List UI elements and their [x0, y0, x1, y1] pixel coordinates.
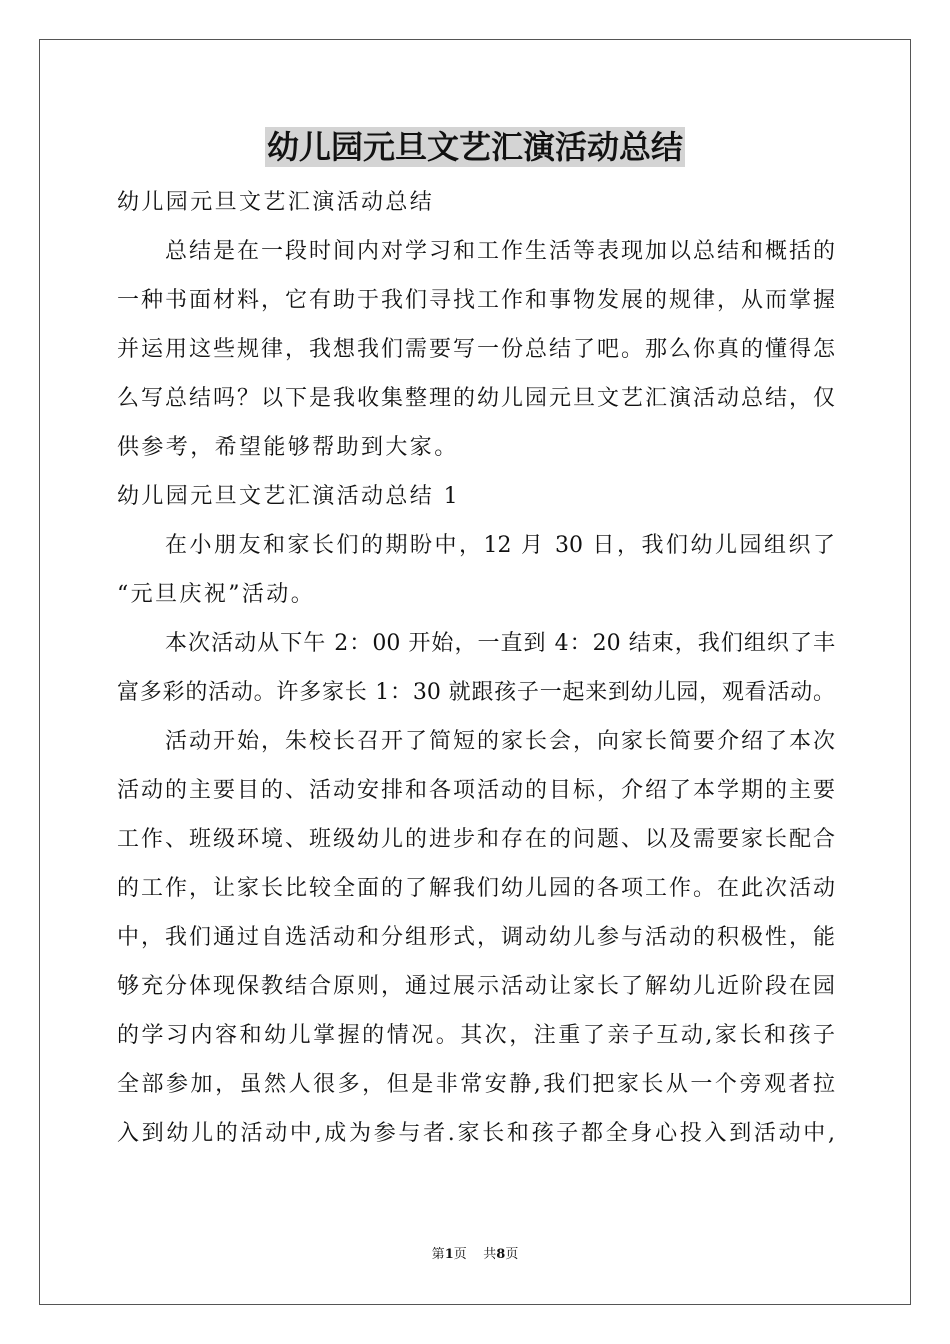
- body-line: “元旦庆祝”活动。: [117, 582, 316, 607]
- body-line: 活动的主要目的、活动安排和各项活动的目标，介绍了本学期的主要: [117, 778, 835, 803]
- section-heading: 幼儿园元旦文艺汇演活动总结 1: [117, 484, 460, 509]
- page-footer: [0, 1246, 950, 1264]
- body-line: 一种书面材料，它有助于我们寻找工作和事物发展的规律，从而掌握: [117, 288, 835, 313]
- body-line: 本次活动从下午 2：00 开始，一直到 4：20 结束，我们组织了丰: [165, 631, 835, 656]
- body-line: 够充分体现保教结合原则，通过展示活动让家长了解幼儿近阶段在园: [117, 974, 835, 999]
- title-container: [0, 127, 950, 167]
- body-line: 幼儿园元旦文艺汇演活动总结: [117, 190, 435, 215]
- body-line: 在小朋友和家长们的期盼中，12 月 30 日，我们幼儿园组织了: [165, 533, 835, 558]
- body-line: 总结是在一段时间内对学习和工作生活等表现加以总结和概括的: [165, 239, 835, 264]
- footer-page-suffix: 页: [505, 1247, 519, 1262]
- body-line: 并运用这些规律，我想我们需要写一份总结了吧。那么你真的懂得怎: [117, 337, 835, 362]
- footer-page-prefix: 第: [431, 1247, 445, 1262]
- body-line: 中，我们通过自选活动和分组形式，调动幼儿参与活动的积极性，能: [117, 925, 835, 950]
- body-line: 入到幼儿的活动中,成为参与者.家长和孩子都全身心投入到活动中,: [117, 1121, 835, 1146]
- body-line: 富多彩的活动。许多家长 1：30 就跟孩子一起来到幼儿园，观看活动。: [117, 680, 835, 705]
- body-line: 么写总结吗？以下是我收集整理的幼儿园元旦文艺汇演活动总结，仅: [117, 386, 835, 411]
- body-line: 供参考，希望能够帮助到大家。: [117, 435, 459, 460]
- document-body: [117, 178, 835, 1158]
- footer-page-current: 1: [444, 1247, 454, 1262]
- body-line: 工作、班级环境、班级幼儿的进步和存在的问题、以及需要家长配合: [117, 827, 835, 852]
- body-line: 全部参加，虽然人很多，但是非常安静,我们把家长从一个旁观者拉: [117, 1072, 835, 1097]
- body-line: 的学习内容和幼儿掌握的情况。其次，注重了亲子互动,家长和孩子: [117, 1023, 835, 1048]
- footer-page-mid: 页 共: [453, 1247, 497, 1262]
- body-line: 的工作，让家长比较全面的了解我们幼儿园的各项工作。在此次活动: [117, 876, 835, 901]
- footer-page-total: 8: [496, 1247, 506, 1262]
- document-title: 幼儿园元旦文艺汇演活动总结: [266, 128, 683, 166]
- body-line: 活动开始，朱校长召开了简短的家长会，向家长简要介绍了本次: [165, 729, 835, 754]
